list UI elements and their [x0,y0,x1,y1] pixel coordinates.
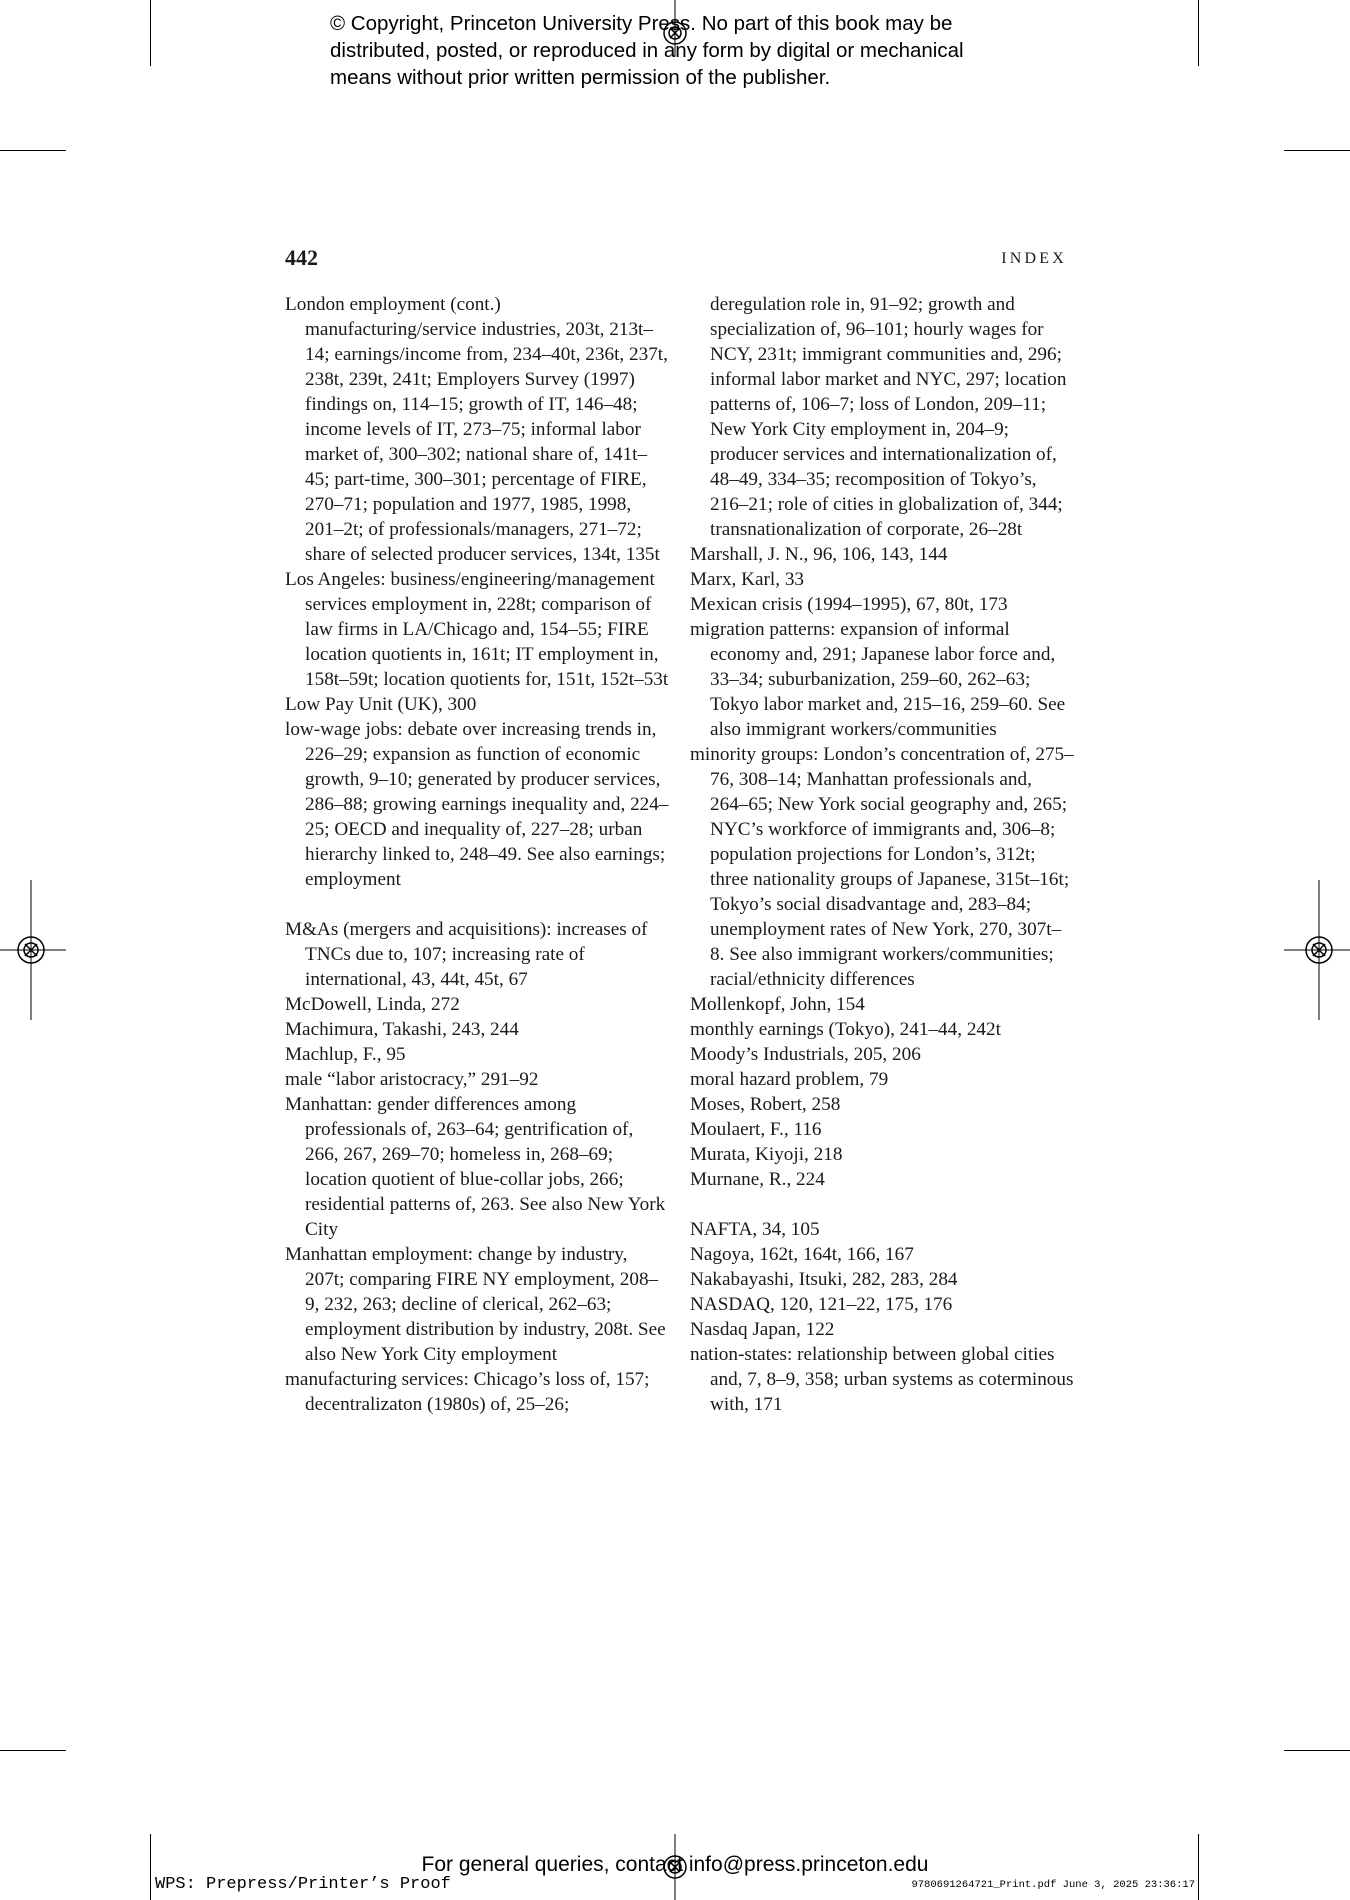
index-entry: Nagoya, 162t, 164t, 166, 167 [690,1244,914,1265]
index-entry: deregulation role in, 91–92; growth and specialization of, 96–101; hourly wages for NCY, 231t; immigrant communities and, 296; informal labor market and NYC, 297; location patterns of, 106–7; loss of London, 209–11; New York City employment in, 204–9; producer services and internationalization of, 48–49, 334–35; recomposition of Tokyo’s, 216–21; role of cities in globalization of, 344; transnationalization of corporate, 26–28t [710,294,1067,540]
crop-mark [0,1750,66,1751]
index-entry: Moses, Robert, 258 [690,1094,841,1115]
index-entry: minority groups: London’s concentration of, 275–76, 308–14; Manhattan professionals and, 264–65; New York social geography and, 265; NYC’s workforce of immigrants and, 306–8; population projections for London’s, 312t; three nationality groups of Japanese, 315t–16t; Tokyo’s social disadvantage and, 283–84; unemployment rates of New York, 270, 307t–8. See also immigrant workers/communities; racial/ethnicity differences [690,744,1074,990]
index-entry: Marshall, J. N., 96, 106, 143, 144 [690,544,948,565]
index-entry: Mollenkopf, John, 154 [690,994,865,1015]
index-entry: London employment (cont.) [285,294,501,315]
index-entry: male “labor aristocracy,” 291–92 [285,1069,539,1090]
index-entry: Moody’s Industrials, 205, 206 [690,1044,921,1065]
index-entry: manufacturing services: Chicago’s loss of, 157; decentralizaton (1980s) of, 25–26; [285,1369,650,1415]
index-entry: Marx, Karl, 33 [690,569,805,590]
proof-label: WPS: Prepress/Printer’s Proof [155,1875,451,1894]
index-entry: Murata, Kiyoji, 218 [690,1144,843,1165]
copyright-line: © Copyright, Princeton University Press. No part of this book may be [330,12,953,35]
index-entry: Nakabayashi, Itsuki, 282, 283, 284 [690,1269,958,1290]
crop-mark [150,0,151,66]
index-entry: Low Pay Unit (UK), 300 [285,694,477,715]
index-entry: Moulaert, F., 116 [690,1119,822,1140]
index-entry: NAFTA, 34, 105 [690,1219,820,1240]
index-entry: migration patterns: expansion of informal economy and, 291; Japanese labor force and, 33–34; suburbanization, 259–60, 262–63; Tokyo labor market and, 215–16, 259–60. See also immigrant workers/communities [690,619,1066,740]
index-entry: Mexican crisis (1994–1995), 67, 80t, 173 [690,594,1008,615]
registration-mark-icon [0,880,66,1020]
index-entry: Manhattan employment: change by industry, 207t; comparing FIRE NY employment, 208–9, 232, 263; decline of clerical, 262–63; employment distribution by industry, 208t. See also New York City employment [285,1244,666,1365]
section-gap [285,892,670,917]
index-entry: nation-states: relationship between global cities and, 7, 8–9, 358; urban systems as coterminous with, 171 [690,1344,1074,1415]
index-column-left [285,292,670,1417]
index-entry: moral hazard problem, 79 [690,1069,889,1090]
registration-mark-icon [1284,880,1350,1020]
index-entry: low-wage jobs: debate over increasing trends in, 226–29; expansion as function of economic growth, 9–10; generated by producer services, 286–88; growing earnings inequality and, 224–25; OECD and inequality of, 227–28; urban hierarchy linked to, 248–49. See also earnings; employment [285,719,669,890]
index-entry: Machimura, Takashi, 243, 244 [285,1019,519,1040]
index-entry: manufacturing/service industries, 203t, 213t–14; earnings/income from, 234–40t, 236t, 237t, 238t, 239t, 241t; Employers Survey (1997) findings on, 114–15; growth of IT, 146–48; income levels of IT, 273–75; informal labor market of, 300–302; national share of, 141t–45; part-time, 300–301; percentage of FIRE, 270–71; population and 1977, 1985, 1998, 201–2t; of professionals/managers, 271–72; share of selected producer services, 134t, 135t [305,319,668,565]
index-entry: Murnane, R., 224 [690,1169,825,1190]
crop-mark [0,150,66,151]
section-gap [690,1192,1075,1217]
crop-mark [1198,0,1199,66]
general-queries-contact: For general queries, contact info@press.princeton.edu [421,1853,929,1876]
copyright-line: distributed, posted, or reproduced in any form by digital or mechanical [330,39,964,62]
crop-mark [1284,150,1350,151]
index-entry: Los Angeles: business/engineering/management services employment in, 228t; comparison of law firms in LA/Chicago and, 154–55; FIRE location quotients in, 161t; IT employment in, 158t–59t; location quotients for, 151t, 152t–53t [285,569,669,690]
copyright-line: means without prior written permission of the publisher. [330,66,831,89]
index-entry: NASDAQ, 120, 121–22, 175, 176 [690,1294,953,1315]
index-entry: Manhattan: gender differences among professionals of, 263–64; gentrification of, 266, 267, 269–70; homeless in, 268–69; location quotient of blue-collar jobs, 266; residential patterns of, 263. See also New York City [285,1094,666,1240]
file-stamp: 9780691264721_Print.pdf June 3, 2025 23:36:17 [911,1879,1195,1891]
index-entry: Machlup, F., 95 [285,1044,406,1065]
copyright-notice [330,10,1090,91]
index-entry: M&As (mergers and acquisitions): increases of TNCs due to, 107; increasing rate of international, 43, 44t, 45t, 67 [285,919,648,990]
index-entry: McDowell, Linda, 272 [285,994,460,1015]
page-number: 442 [285,245,318,270]
index-column-right [690,292,1075,1417]
running-head: INDEX [1001,250,1067,267]
index-entry: monthly earnings (Tokyo), 241–44, 242t [690,1019,1001,1040]
index-entry: Nasdaq Japan, 122 [690,1319,835,1340]
crop-mark [1284,1750,1350,1751]
